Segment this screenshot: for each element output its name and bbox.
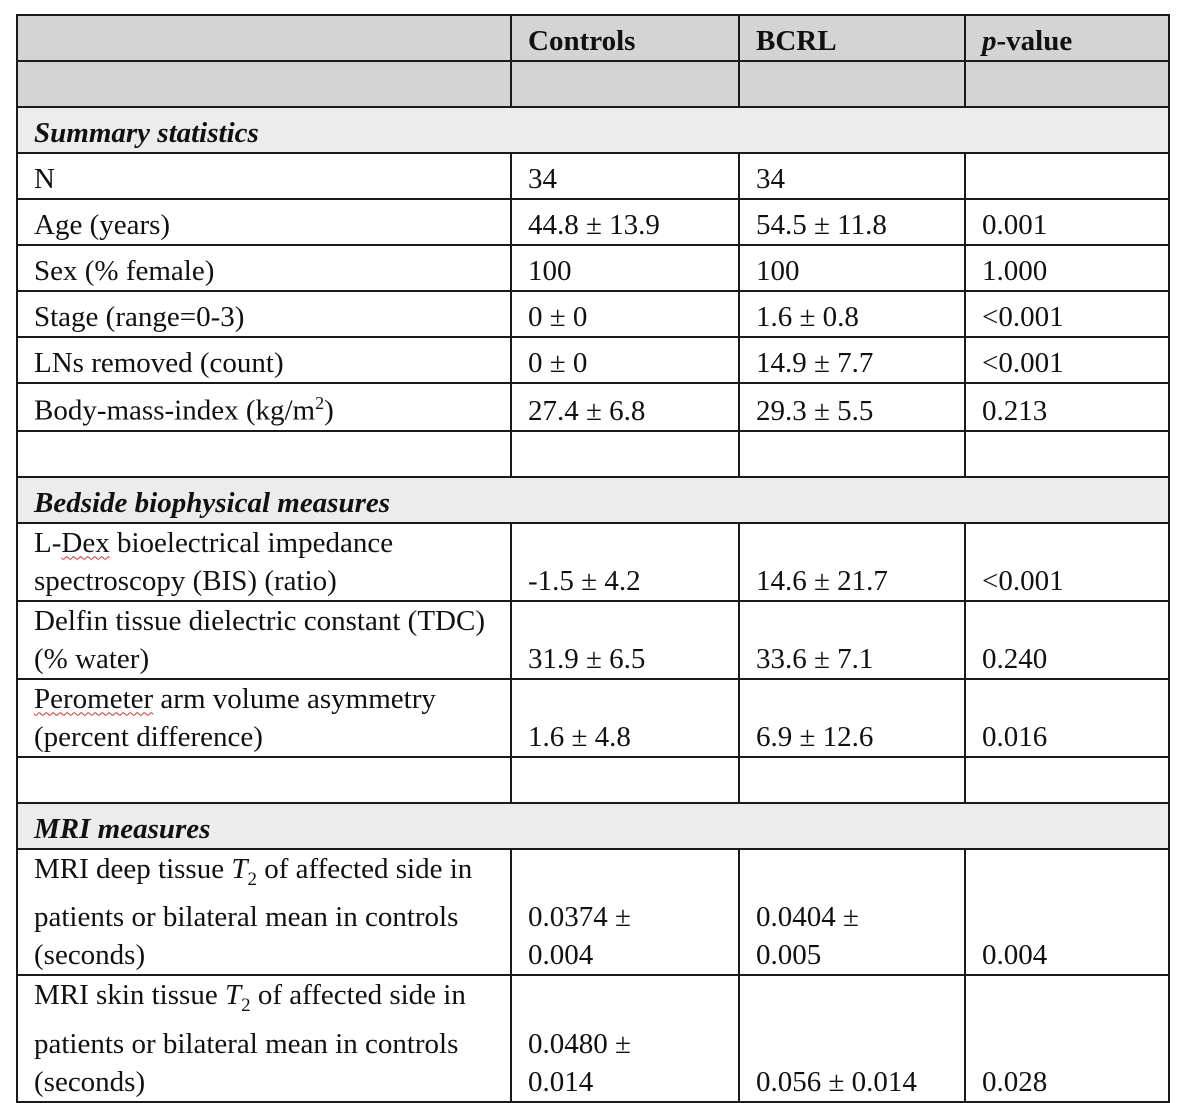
bcrl-value: 6.9 ± 12.6: [739, 679, 965, 757]
p-value: 0.001: [965, 199, 1169, 245]
header-pvalue-rest: -value: [996, 25, 1073, 57]
p-value: 1.000: [965, 245, 1169, 291]
table-row: [17, 849, 1169, 976]
section-title-mri: MRI measures: [17, 803, 1169, 849]
row-label: [17, 383, 511, 431]
row-label: [17, 975, 511, 1102]
bcrl-value: 14.6 ± 21.7: [739, 523, 965, 601]
row-label-part: arm volume asymmetry (percent difference): [34, 682, 436, 753]
row-label: LNs removed (count): [17, 337, 511, 383]
row-label-end: ): [324, 394, 334, 427]
row-label: N: [17, 153, 511, 199]
p-value: <0.001: [965, 523, 1169, 601]
bcrl-value: 14.9 ± 7.7: [739, 337, 965, 383]
row-label-part: L-: [34, 526, 62, 559]
controls-value: 27.4 ± 6.8: [511, 383, 739, 431]
header-empty-cell: [17, 15, 511, 61]
bcrl-value: 100: [739, 245, 965, 291]
p-value: 0.028: [965, 975, 1169, 1102]
table-row: [17, 523, 1169, 601]
p-value: 0.240: [965, 601, 1169, 679]
row-label: Stage (range=0-3): [17, 291, 511, 337]
row-label: Delfin tissue dielectric constant (TDC) (% water): [17, 601, 511, 679]
row-label-t-symbol: T: [224, 979, 242, 1012]
table-row: [17, 679, 1169, 757]
bcrl-value: 29.3 ± 5.5: [739, 383, 965, 431]
p-value: <0.001: [965, 291, 1169, 337]
blank-row: [17, 431, 1169, 477]
table-row: [17, 291, 1169, 337]
p-value: [965, 153, 1169, 199]
row-label-spellcheck-word: Dex: [61, 526, 110, 559]
table-row: [17, 153, 1169, 199]
row-label-part: MRI skin tissue: [34, 979, 225, 1012]
bcrl-value: 54.5 ± 11.8: [739, 199, 965, 245]
bcrl-value: 1.6 ± 0.8: [739, 291, 965, 337]
controls-value: 100: [511, 245, 739, 291]
row-label: Sex (% female): [17, 245, 511, 291]
row-label-superscript: 2: [315, 393, 325, 413]
row-label: [17, 523, 511, 601]
row-label-part: bioelectrical impedance spectroscopy (BIS) (ratio): [34, 526, 394, 597]
row-label-main: Body-mass-index (kg/m: [34, 394, 316, 427]
controls-value: 0 ± 0: [511, 337, 739, 383]
row-label-subscript: 2: [241, 995, 251, 1017]
controls-value: 0.0480 ± 0.014: [511, 975, 739, 1102]
section-row-bedside: [17, 477, 1169, 523]
row-label: Age (years): [17, 199, 511, 245]
table-row: [17, 601, 1169, 679]
results-table: [16, 14, 1170, 1103]
row-label-part: MRI deep tissue: [34, 852, 232, 885]
header-row: [17, 15, 1169, 61]
bcrl-value: 33.6 ± 7.1: [739, 601, 965, 679]
section-title-bedside: Bedside biophysical measures: [17, 477, 1169, 523]
controls-value: 34: [511, 153, 739, 199]
section-title-summary: Summary statistics: [17, 107, 1169, 153]
controls-value: 0.0374 ± 0.004: [511, 849, 739, 976]
blank-row: [17, 61, 1169, 107]
header-pvalue: [965, 15, 1169, 61]
header-controls: Controls: [511, 15, 739, 61]
blank-row: [17, 757, 1169, 803]
row-label-part: of affected side in patients or bilateral mean in controls (seconds): [34, 979, 466, 1099]
table-row: [17, 337, 1169, 383]
row-label: [17, 679, 511, 757]
controls-value: 1.6 ± 4.8: [511, 679, 739, 757]
section-row-summary: [17, 107, 1169, 153]
controls-value: 31.9 ± 6.5: [511, 601, 739, 679]
header-bcrl: BCRL: [739, 15, 965, 61]
bcrl-value: 0.0404 ± 0.005: [739, 849, 965, 976]
row-label-t-symbol: T: [231, 852, 248, 885]
bcrl-value: 34: [739, 153, 965, 199]
controls-value: 0 ± 0: [511, 291, 739, 337]
section-row-mri: [17, 803, 1169, 849]
header-pvalue-italic: p: [982, 25, 997, 57]
row-label: [17, 849, 511, 976]
row-label-spellcheck-word: Perometer: [34, 682, 154, 715]
table-row: [17, 199, 1169, 245]
table-row: [17, 245, 1169, 291]
row-label-subscript: 2: [247, 868, 257, 890]
bcrl-value: 0.056 ± 0.014: [739, 975, 965, 1102]
table-row: [17, 383, 1169, 431]
table-row: [17, 975, 1169, 1102]
row-label-part: of affected side in patients or bilateral mean in controls (seconds): [34, 852, 473, 972]
p-value: 0.004: [965, 849, 1169, 976]
controls-value: 44.8 ± 13.9: [511, 199, 739, 245]
p-value: 0.016: [965, 679, 1169, 757]
p-value: <0.001: [965, 337, 1169, 383]
p-value: 0.213: [965, 383, 1169, 431]
controls-value: -1.5 ± 4.2: [511, 523, 739, 601]
